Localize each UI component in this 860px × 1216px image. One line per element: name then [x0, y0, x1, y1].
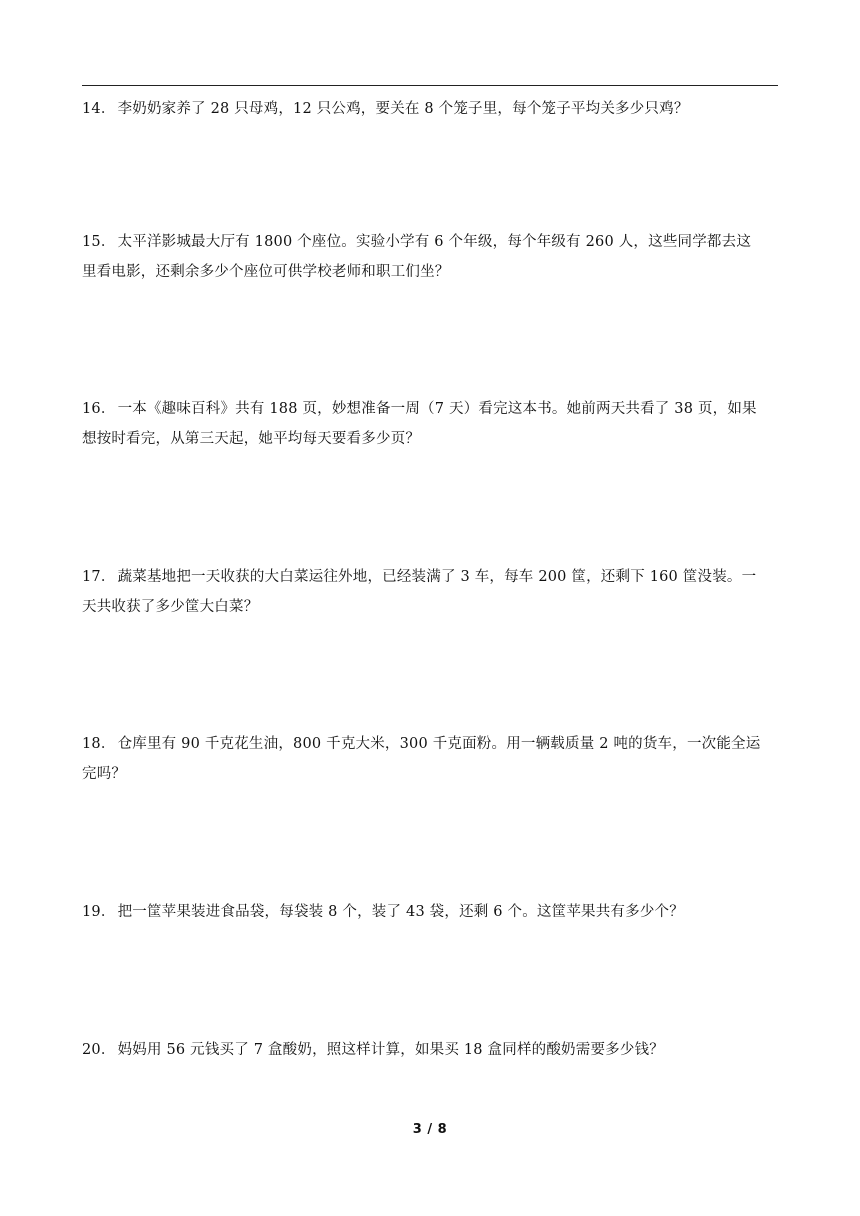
question-line: 天共收获了多少筐大白菜？	[82, 599, 259, 615]
question-line	[82, 1035, 782, 1065]
question-17	[82, 562, 782, 622]
question-text: 蔬菜基地把一天收获的大白菜运往外地，已经装满了 3 车，每车 200 筐，还剩下 160 筐没装。一	[117, 569, 757, 585]
question-20	[82, 1035, 782, 1065]
question-text: 妈妈用 56 元钱买了 7 盒酸奶，照这样计算，如果买 18 盒同样的酸奶需要多少钱？	[117, 1042, 664, 1058]
question-18	[82, 729, 782, 789]
question-16	[82, 394, 782, 454]
question-line	[82, 394, 782, 424]
question-line: 里看电影，还剩余多少个座位可供学校老师和职工们坐？	[82, 264, 450, 280]
question-text: 一本《趣味百科》共有 188 页，妙想准备一周（7 天）看完这本书。她前两天共看了 38 页，如果	[117, 401, 757, 417]
question-text: 太平洋影城最大厅有 1800 个座位。实验小学有 6 个年级，每个年级有 260 人，这些同学都去这	[117, 234, 752, 250]
page-number: 3 / 8	[412, 1122, 448, 1137]
question-number: 15．	[82, 234, 116, 250]
question-line	[82, 897, 782, 927]
question-text: 李奶奶家养了 28 只母鸡，12 只公鸡，要关在 8 个笼子里，每个笼子平均关多少只鸡？	[117, 101, 689, 117]
question-line	[82, 227, 782, 257]
question-number: 20．	[82, 1042, 116, 1058]
question-line	[82, 729, 782, 759]
question-line	[82, 562, 782, 592]
question-text: 仓库里有 90 千克花生油，800 千克大米，300 千克面粉。用一辆载质量 2 吨的货车，一次能全运	[117, 736, 761, 752]
question-line: 想按时看完，从第三天起，她平均每天要看多少页？	[82, 431, 421, 447]
question-19	[82, 897, 782, 927]
question-number: 18．	[82, 736, 116, 752]
question-14	[82, 94, 782, 124]
question-number: 17．	[82, 569, 116, 585]
question-line: 完吗？	[82, 766, 127, 782]
header-rule	[82, 85, 778, 86]
question-number: 19．	[82, 904, 116, 920]
question-text: 把一筐苹果装进食品袋，每袋装 8 个，装了 43 袋，还剩 6 个。这筐苹果共有多少个？	[117, 904, 684, 920]
question-number: 16．	[82, 401, 116, 417]
question-number: 14．	[82, 101, 116, 117]
question-line	[82, 94, 782, 124]
question-15	[82, 227, 782, 287]
